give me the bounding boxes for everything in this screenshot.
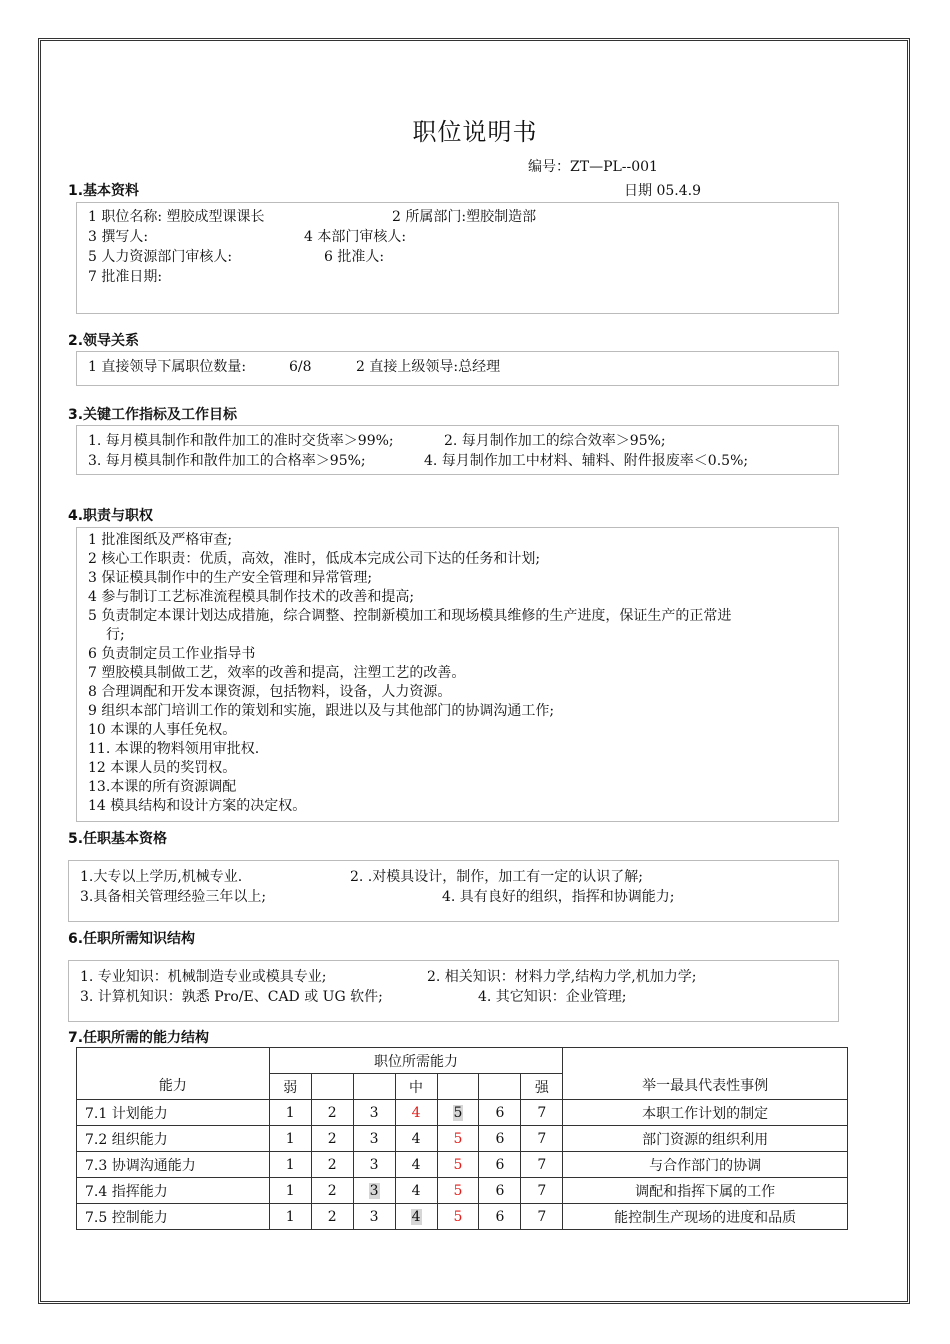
scale-weak: 弱	[269, 1074, 311, 1100]
duty-item: 9 组织本部门培训工作的策划和实施，跟进以及与其他部门的协调沟通工作;	[88, 703, 555, 719]
scale-mid: 中	[395, 1074, 437, 1100]
level-cell: 3	[353, 1204, 395, 1230]
level-cell-marked: 5	[437, 1126, 479, 1152]
document-date: 日期 05.4.9	[624, 183, 701, 199]
hr-reviewer: 5 人力资源部门审核人:	[88, 249, 233, 265]
table-row	[77, 1126, 848, 1152]
table-row	[77, 1152, 848, 1178]
level-cell: 4	[395, 1126, 437, 1152]
level-cell: 2	[311, 1178, 353, 1204]
qualification-3: 3.具备相关管理经验三年以上;	[80, 889, 267, 905]
level-cell: 2	[311, 1204, 353, 1230]
example-cell: 部门资源的组织利用	[563, 1126, 848, 1152]
knowledge-1: 1. 专业知识：机械制造专业或模具专业;	[80, 969, 327, 985]
section-3-heading: 3.关键工作指标及工作目标	[68, 407, 238, 423]
kpi-3: 3. 每月模具制作和散件加工的合格率＞95%;	[88, 453, 366, 469]
duty-item: 13.本课的所有资源调配	[88, 779, 237, 795]
dept-reviewer: 4 本部门审核人:	[304, 229, 407, 245]
level-cell: 3	[353, 1152, 395, 1178]
level-cell-marked: 5	[437, 1204, 479, 1230]
ability-table	[76, 1047, 848, 1230]
duty-item: 5 负责制定本课计划达成措施，综合调整、控制新模加工和现场模具维修的生产进度，保证生产的正常进	[88, 608, 732, 624]
duty-item-continuation: 行;	[106, 627, 125, 643]
level-cell-shaded	[437, 1100, 479, 1126]
kpi-2: 2. 每月制作加工的综合效率＞95%;	[444, 433, 666, 449]
ability-label: 7.5 控制能力	[77, 1204, 270, 1230]
duty-item: 8 合理调配和开发本课资源，包括物料，设备，人力资源。	[88, 684, 452, 700]
direct-superior: 2 直接上级领导:总经理	[356, 359, 501, 375]
ability-label: 7.2 组织能力	[77, 1126, 270, 1152]
duties-list	[88, 531, 828, 816]
level-cell-marked: 4	[395, 1100, 437, 1126]
level-cell: 7	[521, 1100, 563, 1126]
level-cell: 4	[395, 1178, 437, 1204]
section-6-heading: 6.任职所需知识结构	[68, 931, 196, 947]
level-cell: 6	[479, 1126, 521, 1152]
duty-item: 12 本课人员的奖罚权。	[88, 760, 237, 776]
position-name: 1 职位名称: 塑胶成型课课长	[88, 209, 265, 225]
document-code: 编号：ZT—PL--001	[528, 159, 658, 175]
level-cell: 7	[521, 1178, 563, 1204]
level-cell: 2	[311, 1126, 353, 1152]
level-cell: 1	[269, 1100, 311, 1126]
duty-item: 2 核心工作职责：优质，高效，准时，低成本完成公司下达的任务和计划;	[88, 551, 541, 567]
example-cell: 与合作部门的协调	[563, 1152, 848, 1178]
level-value: 4	[411, 1208, 421, 1225]
duty-item: 7 塑胶模具制做工艺，效率的改善和提高，注塑工艺的改善。	[88, 665, 466, 681]
subordinate-count-value: 6/8	[289, 359, 312, 375]
ability-label: 7.4 指挥能力	[77, 1178, 270, 1204]
duty-item: 14 模具结构和设计方案的决定权。	[88, 798, 307, 814]
subordinate-count-label: 1 直接领导下属职位数量:	[88, 359, 247, 375]
level-cell: 3	[353, 1126, 395, 1152]
header-required-ability: 职位所需能力	[269, 1048, 563, 1074]
knowledge-2: 2. 相关知识：材料力学,结构力学,机加力学;	[427, 969, 697, 985]
kpi-4: 4. 每月制作加工中材料、辅料、附件报废率＜0.5%;	[424, 453, 749, 469]
qualification-4: 4. 具有良好的组织，指挥和协调能力;	[442, 889, 675, 905]
department: 2 所属部门:塑胶制造部	[392, 209, 537, 225]
level-value: 5	[453, 1104, 463, 1121]
section-4-heading: 4.职责与职权	[68, 508, 154, 524]
duty-item: 4 参与制订工艺标准流程模具制作技术的改善和提高;	[88, 589, 415, 605]
level-cell: 4	[395, 1152, 437, 1178]
section-1-heading: 1.基本资料	[68, 183, 140, 199]
example-cell: 本职工作计划的制定	[563, 1100, 848, 1126]
level-cell-shaded	[353, 1178, 395, 1204]
approval-date: 7 批准日期:	[88, 269, 163, 285]
level-cell: 1	[269, 1178, 311, 1204]
level-cell: 6	[479, 1178, 521, 1204]
example-cell: 调配和指挥下属的工作	[563, 1178, 848, 1204]
level-cell: 7	[521, 1126, 563, 1152]
ability-label: 7.1 计划能力	[77, 1100, 270, 1126]
knowledge-3: 3. 计算机知识：孰悉 Pro/E、CAD 或 UG 软件;	[80, 989, 383, 1005]
writer: 3 撰写人:	[88, 229, 149, 245]
approver: 6 批准人:	[324, 249, 385, 265]
level-cell: 3	[353, 1100, 395, 1126]
header-example: 举一最具代表性事例	[563, 1048, 848, 1100]
table-row	[77, 1178, 848, 1204]
qualification-2: 2. .对模具设计，制作，加工有一定的认识了解;	[350, 869, 643, 885]
duty-item: 10 本课的人事任免权。	[88, 722, 237, 738]
level-cell: 2	[311, 1152, 353, 1178]
knowledge-4: 4. 其它知识：企业管理;	[478, 989, 627, 1005]
section-2-heading: 2.领导关系	[68, 333, 140, 349]
table-row	[77, 1100, 848, 1126]
scale-strong: 强	[521, 1074, 563, 1100]
level-cell-marked: 5	[437, 1152, 479, 1178]
level-cell: 1	[269, 1126, 311, 1152]
level-value: 3	[369, 1182, 379, 1199]
level-cell: 6	[479, 1152, 521, 1178]
level-cell-shaded	[395, 1204, 437, 1230]
ability-label: 7.3 协调沟通能力	[77, 1152, 270, 1178]
duty-item: 11. 本课的物料领用审批权.	[88, 741, 260, 757]
header-ability: 能力	[77, 1048, 270, 1100]
duty-item: 6 负责制定员工作业指导书	[88, 646, 256, 662]
qualification-1: 1.大专以上学历,机械专业.	[80, 869, 243, 885]
duty-item: 1 批准图纸及严格审查;	[88, 532, 233, 548]
kpi-1: 1. 每月模具制作和散件加工的准时交货率＞99%;	[88, 433, 394, 449]
level-cell: 2	[311, 1100, 353, 1126]
level-cell: 6	[479, 1204, 521, 1230]
level-cell: 1	[269, 1152, 311, 1178]
level-cell: 1	[269, 1204, 311, 1230]
table-row	[77, 1204, 848, 1230]
section-5-heading: 5.任职基本资格	[68, 831, 168, 847]
level-cell: 7	[521, 1152, 563, 1178]
level-cell: 7	[521, 1204, 563, 1230]
duty-item: 3 保证模具制作中的生产安全管理和异常管理;	[88, 570, 373, 586]
level-cell: 6	[479, 1100, 521, 1126]
section-7-heading: 7.任职所需的能力结构	[68, 1030, 210, 1046]
level-cell-marked: 5	[437, 1178, 479, 1204]
example-cell: 能控制生产现场的进度和品质	[563, 1204, 848, 1230]
page-title: 职位说明书	[412, 118, 538, 146]
